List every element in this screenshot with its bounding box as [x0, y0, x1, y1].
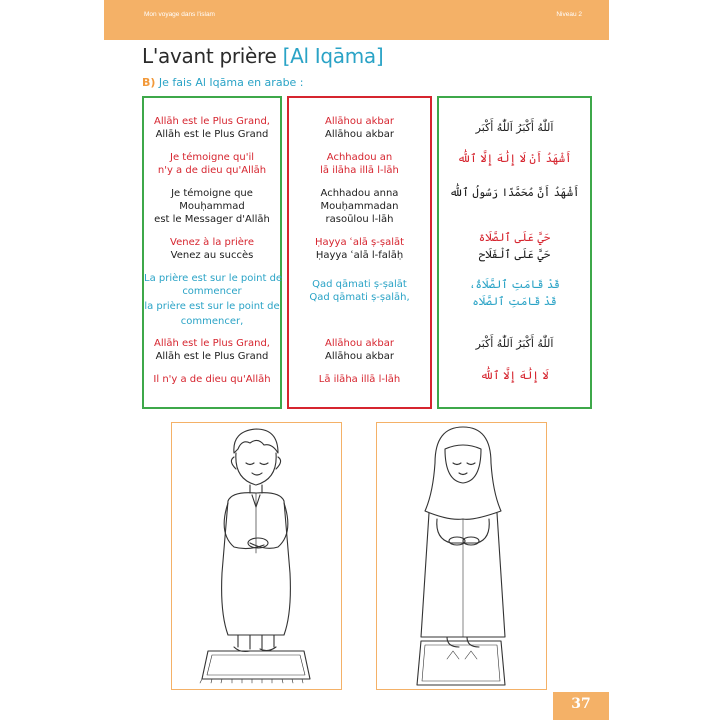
transliteration-line: Mouḥammadan — [320, 201, 399, 212]
book-title: Mon voyage dans l'islam — [144, 11, 215, 18]
french-line: la prière est sur le point de — [144, 301, 280, 312]
french-line: Allāh est le Plus Grand, — [153, 338, 270, 349]
arabic-line: حَيَّ عَلَى ٱلصَّلَاة — [478, 231, 551, 244]
arabic-line: حَيَّ عَلَى ٱلْفَلَاح — [478, 248, 551, 261]
transliteration-line: Achhadou anna — [320, 188, 399, 199]
french-line: Allāh est le Plus Grand — [155, 351, 269, 362]
transliteration-line: Ḥayya ʿalā ṣ-ṣalāt — [314, 237, 405, 248]
french-line: La prière est sur le point de — [144, 273, 283, 284]
arabic-line: اَللّٰهُ أَكْبَرُ اَللّٰهُ أَكْبَر — [475, 337, 554, 350]
title-bracket-close: ] — [375, 44, 384, 68]
arabic-column — [437, 96, 592, 409]
boy-praying-drawing — [172, 423, 340, 688]
french-line: Mouḥammad — [179, 201, 245, 212]
french-line: Je témoigne qu'il — [170, 152, 254, 163]
french-line: n'y a de dieu qu'Allāh — [157, 165, 267, 176]
french-line: est le Messager d'Allāh — [154, 214, 270, 225]
french-line: Il n'y a de dieu qu'Allāh — [153, 374, 271, 385]
level-label: Niveau 2 — [556, 11, 582, 18]
transliteration-line: Allāhou akbar — [324, 129, 394, 140]
transliteration-line: Lā ilāha illā l-lāh — [318, 374, 401, 385]
french-column — [142, 96, 282, 409]
title-bracket-open: [ — [282, 44, 291, 68]
transliteration-line: Qad qāmati ṣ-ṣalāh, — [309, 292, 410, 303]
transliteration-line: lā ilāha illā l-lāh — [320, 165, 399, 176]
header-bar — [104, 0, 609, 40]
section-text: Je fais Al Iqāma en arabe : — [158, 76, 304, 89]
french-line: Venez au succès — [170, 250, 254, 261]
section-letter: B) — [142, 76, 156, 89]
title-highlight: Al Iqāma — [290, 44, 376, 68]
transliteration-line: Allāhou akbar — [324, 338, 394, 349]
boy-praying-illustration — [171, 422, 342, 690]
arabic-line: اَللّٰهُ أَكْبَرُ اَللّٰهُ أَكْبَر — [475, 121, 554, 134]
french-line: Allāh est le Plus Grand — [155, 129, 269, 140]
french-line: Je témoigne que — [171, 188, 253, 199]
transliteration-line: rasoūlou l-lāh — [325, 214, 394, 225]
french-line: Venez à la prière — [170, 237, 254, 248]
book-page — [104, 0, 609, 720]
transliteration-line: Ḥayya ʿalā l-falāḥ — [315, 250, 404, 261]
transliteration-column — [287, 96, 432, 409]
arabic-line: أَشْهَدُ أَنْ لَا إِلَٰهَ إِلَّا ٱللَّٰه — [457, 152, 572, 165]
arabic-line: لَا إِلَٰهَ إِلَّا ٱللَّٰه — [480, 369, 549, 382]
transliteration-line: Achhadou an — [326, 152, 393, 163]
transliteration-line: Allāhou akbar — [324, 351, 394, 362]
arabic-line: قَدْ قَامَتِ ٱلصَّلَاةُ، — [469, 278, 560, 291]
section-subtitle — [142, 76, 304, 89]
french-line: commencer, — [180, 316, 244, 327]
arabic-line: قَدْ قَامَتِ ٱلصَّلَاه — [472, 295, 557, 308]
girl-praying-drawing — [377, 423, 545, 688]
page-number: 37 — [571, 696, 591, 712]
transliteration-line: Qad qāmati ṣ-ṣalāt — [312, 279, 407, 290]
girl-praying-illustration — [376, 422, 547, 690]
arabic-line: أَشْهَدُ أَنَّ مُحَمَّدًا رَسُولُ ٱللَّٰه — [449, 186, 580, 199]
page-title — [142, 44, 383, 68]
page-number-tab — [553, 692, 609, 720]
transliteration-line: Allāhou akbar — [324, 116, 394, 127]
title-main: L'avant prière — [142, 44, 283, 68]
french-line: Allāh est le Plus Grand, — [153, 116, 270, 127]
french-line: commencer — [182, 286, 242, 297]
